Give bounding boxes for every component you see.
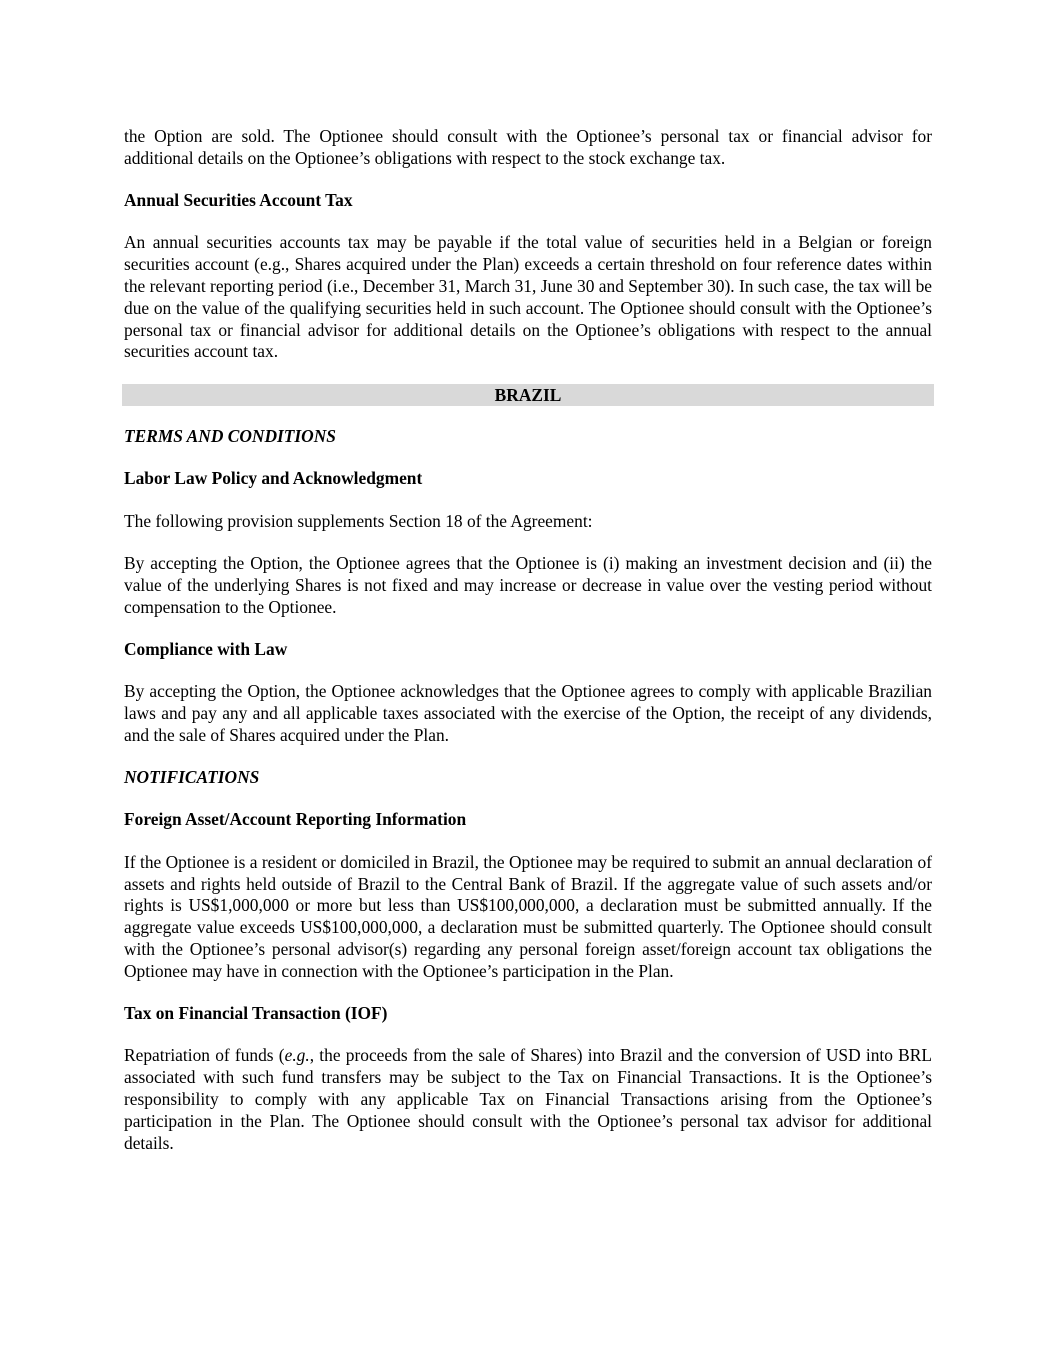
country-section-bar: BRAZIL [122, 384, 934, 406]
labor-paragraph: By accepting the Option, the Optionee agrees that the Optionee is (i) making an investment decision and (ii) the value of the underlying Shares is not fixed and may increase or decrease in value over the vesting period without compensation to the Optionee. [124, 553, 932, 617]
labor-intro: The following provision supplements Section 18 of the Agreement: [124, 510, 593, 531]
annual-tax-paragraph: An annual securities accounts tax may be payable if the total value of securities held in a Belgian or foreign securities account (e.g., Shares acquired under the Plan) exceeds a certain threshold on four reference dates within the relevant reporting period (i.e., December 31, March 31, June 30 and September 30). In such case, the tax will be due on the value of the qualifying securities held in such account. The Optionee should consult with the Optionee’s personal tax or financial advisor for additional details on the Optionee’s obligations with respect to the annual securities account tax. [124, 232, 932, 362]
annual-tax-heading: Annual Securities Account Tax [124, 190, 353, 211]
terms-heading: TERMS AND CONDITIONS [124, 426, 336, 447]
iof-paragraph-start: Repatriation of funds ( [124, 1045, 285, 1066]
compliance-paragraph: By accepting the Option, the Optionee acknowledges that the Optionee agrees to comply with applicable Brazilian laws and pay any and all applicable taxes associated with the exercise of the Option, the receipt of any dividends, and the sale of Shares acquired under the Plan. [124, 681, 932, 745]
foreign-heading: Foreign Asset/Account Reporting Information [124, 809, 467, 830]
compliance-heading: Compliance with Law [124, 638, 288, 659]
intro-paragraph: the Option are sold. The Optionee should consult with the Optionee’s personal tax or financial advisor for additional details on the Optionee’s obligations with respect to the stock exchange tax. [124, 126, 932, 168]
document-page [124, 126, 932, 1175]
iof-paragraph-eg: e.g. [284, 1045, 310, 1066]
labor-heading: Labor Law Policy and Acknowledgment [124, 468, 423, 489]
iof-paragraph [124, 1045, 932, 1154]
iof-paragraph-rest: , the proceeds from the sale of Shares) into Brazil and the conversion of USD into BRL associated with such fund transfers may be subject to the Tax on Financial Transactions. It is the Optionee’s responsibility to comply with any applicable Tax on Financial Transactions arising from the Optionee’s participation in the Plan. The Optionee should consult with the Optionee’s personal tax advisor for additional details. [124, 1045, 932, 1153]
iof-heading: Tax on Financial Transaction (IOF) [124, 1003, 388, 1024]
foreign-paragraph: If the Optionee is a resident or domiciled in Brazil, the Optionee may be required to submit an annual declaration of assets and rights held outside of Brazil to the Central Bank of Brazil. If the aggregate value of such assets and/or rights is US$1,000,000 or more but less than US$100,000,000, a declaration must be submitted annually. If the aggregate value exceeds US$100,000,000, a declaration must be submitted quarterly. The Optionee should consult with the Optionee’s personal advisor(s) regarding any personal foreign asset/foreign account tax obligations the Optionee may have in connection with the Optionee’s participation in the Plan. [124, 851, 932, 981]
notifications-heading: NOTIFICATIONS [124, 767, 260, 788]
